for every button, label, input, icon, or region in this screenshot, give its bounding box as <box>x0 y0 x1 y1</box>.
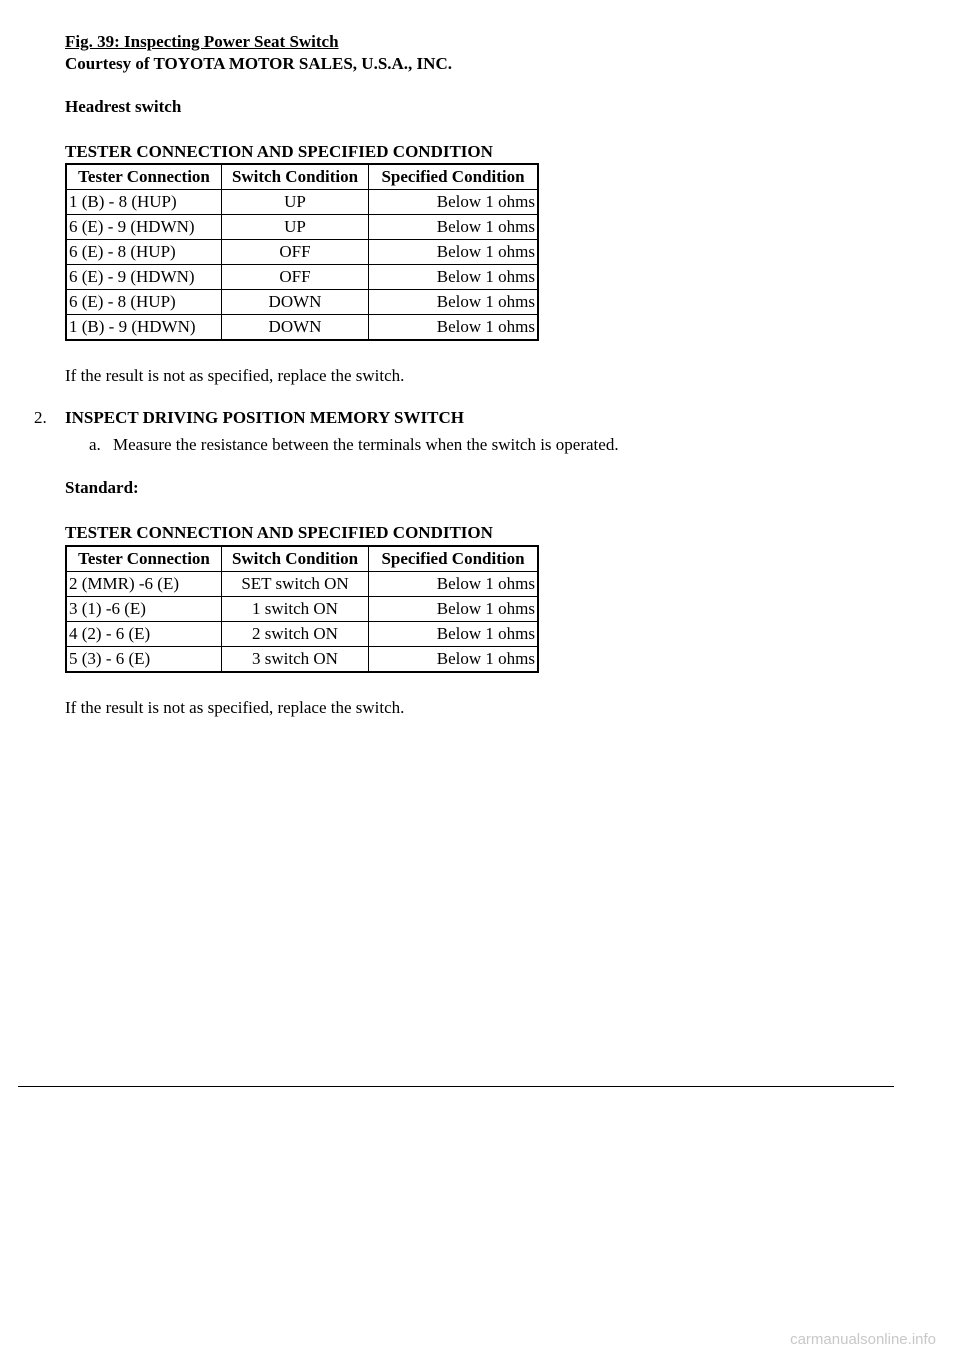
column-header: Specified Condition <box>369 164 539 190</box>
table-row <box>66 265 538 290</box>
cell-specified-condition: Below 1 ohms <box>369 215 539 240</box>
column-header: Specified Condition <box>369 546 539 572</box>
cell-switch-condition: 3 switch ON <box>222 647 369 673</box>
cell-switch-condition: SET switch ON <box>222 572 369 597</box>
page-divider <box>18 1086 894 1087</box>
table-header-row <box>66 164 538 190</box>
cell-switch-condition: 1 switch ON <box>222 597 369 622</box>
table-row <box>66 647 538 673</box>
cell-specified-condition: Below 1 ohms <box>369 240 539 265</box>
cell-switch-condition: DOWN <box>222 290 369 315</box>
cell-switch-condition: DOWN <box>222 315 369 341</box>
cell-tester-connection: 6 (E) - 9 (HDWN) <box>66 215 222 240</box>
table-title-memory: TESTER CONNECTION AND SPECIFIED CONDITION <box>65 523 493 542</box>
cell-tester-connection: 1 (B) - 8 (HUP) <box>66 190 222 215</box>
table-row <box>66 597 538 622</box>
headrest-switch-table <box>65 163 539 341</box>
cell-tester-connection: 6 (E) - 9 (HDWN) <box>66 265 222 290</box>
column-header: Switch Condition <box>222 546 369 572</box>
result-note-headrest: If the result is not as specified, replace the switch. <box>65 366 405 385</box>
cell-tester-connection: 1 (B) - 9 (HDWN) <box>66 315 222 341</box>
cell-switch-condition: OFF <box>222 240 369 265</box>
cell-specified-condition: Below 1 ohms <box>369 265 539 290</box>
section-heading-headrest: Headrest switch <box>65 97 182 116</box>
substep-text: Measure the resistance between the terminals when the switch is operated. <box>113 435 619 454</box>
figure-courtesy: Courtesy of TOYOTA MOTOR SALES, U.S.A., INC. <box>65 54 452 73</box>
cell-switch-condition: UP <box>222 190 369 215</box>
cell-specified-condition: Below 1 ohms <box>369 647 539 673</box>
table-title-headrest: TESTER CONNECTION AND SPECIFIED CONDITION <box>65 142 493 161</box>
table-row <box>66 572 538 597</box>
column-header: Switch Condition <box>222 164 369 190</box>
cell-tester-connection: 4 (2) - 6 (E) <box>66 622 222 647</box>
cell-specified-condition: Below 1 ohms <box>369 315 539 341</box>
site-watermark: carmanualsonline.info <box>790 1331 936 1348</box>
step-number: 2. <box>34 408 47 427</box>
table-row <box>66 240 538 265</box>
column-header: Tester Connection <box>66 164 222 190</box>
table-row <box>66 290 538 315</box>
cell-switch-condition: UP <box>222 215 369 240</box>
cell-specified-condition: Below 1 ohms <box>369 290 539 315</box>
cell-tester-connection: 6 (E) - 8 (HUP) <box>66 290 222 315</box>
cell-tester-connection: 5 (3) - 6 (E) <box>66 647 222 673</box>
cell-specified-condition: Below 1 ohms <box>369 622 539 647</box>
table-row <box>66 215 538 240</box>
memory-switch-table <box>65 545 539 673</box>
cell-switch-condition: 2 switch ON <box>222 622 369 647</box>
table-row <box>66 190 538 215</box>
table-row <box>66 315 538 341</box>
result-note-memory: If the result is not as specified, replace the switch. <box>65 698 405 717</box>
standard-label: Standard: <box>65 478 139 497</box>
cell-specified-condition: Below 1 ohms <box>369 190 539 215</box>
table-header-row <box>66 546 538 572</box>
cell-tester-connection: 2 (MMR) -6 (E) <box>66 572 222 597</box>
step-title: INSPECT DRIVING POSITION MEMORY SWITCH <box>65 408 464 427</box>
cell-switch-condition: OFF <box>222 265 369 290</box>
figure-caption: Fig. 39: Inspecting Power Seat Switch <box>65 32 339 51</box>
substep-marker: a. <box>89 435 101 454</box>
cell-tester-connection: 3 (1) -6 (E) <box>66 597 222 622</box>
table-row <box>66 622 538 647</box>
cell-tester-connection: 6 (E) - 8 (HUP) <box>66 240 222 265</box>
column-header: Tester Connection <box>66 546 222 572</box>
cell-specified-condition: Below 1 ohms <box>369 597 539 622</box>
cell-specified-condition: Below 1 ohms <box>369 572 539 597</box>
